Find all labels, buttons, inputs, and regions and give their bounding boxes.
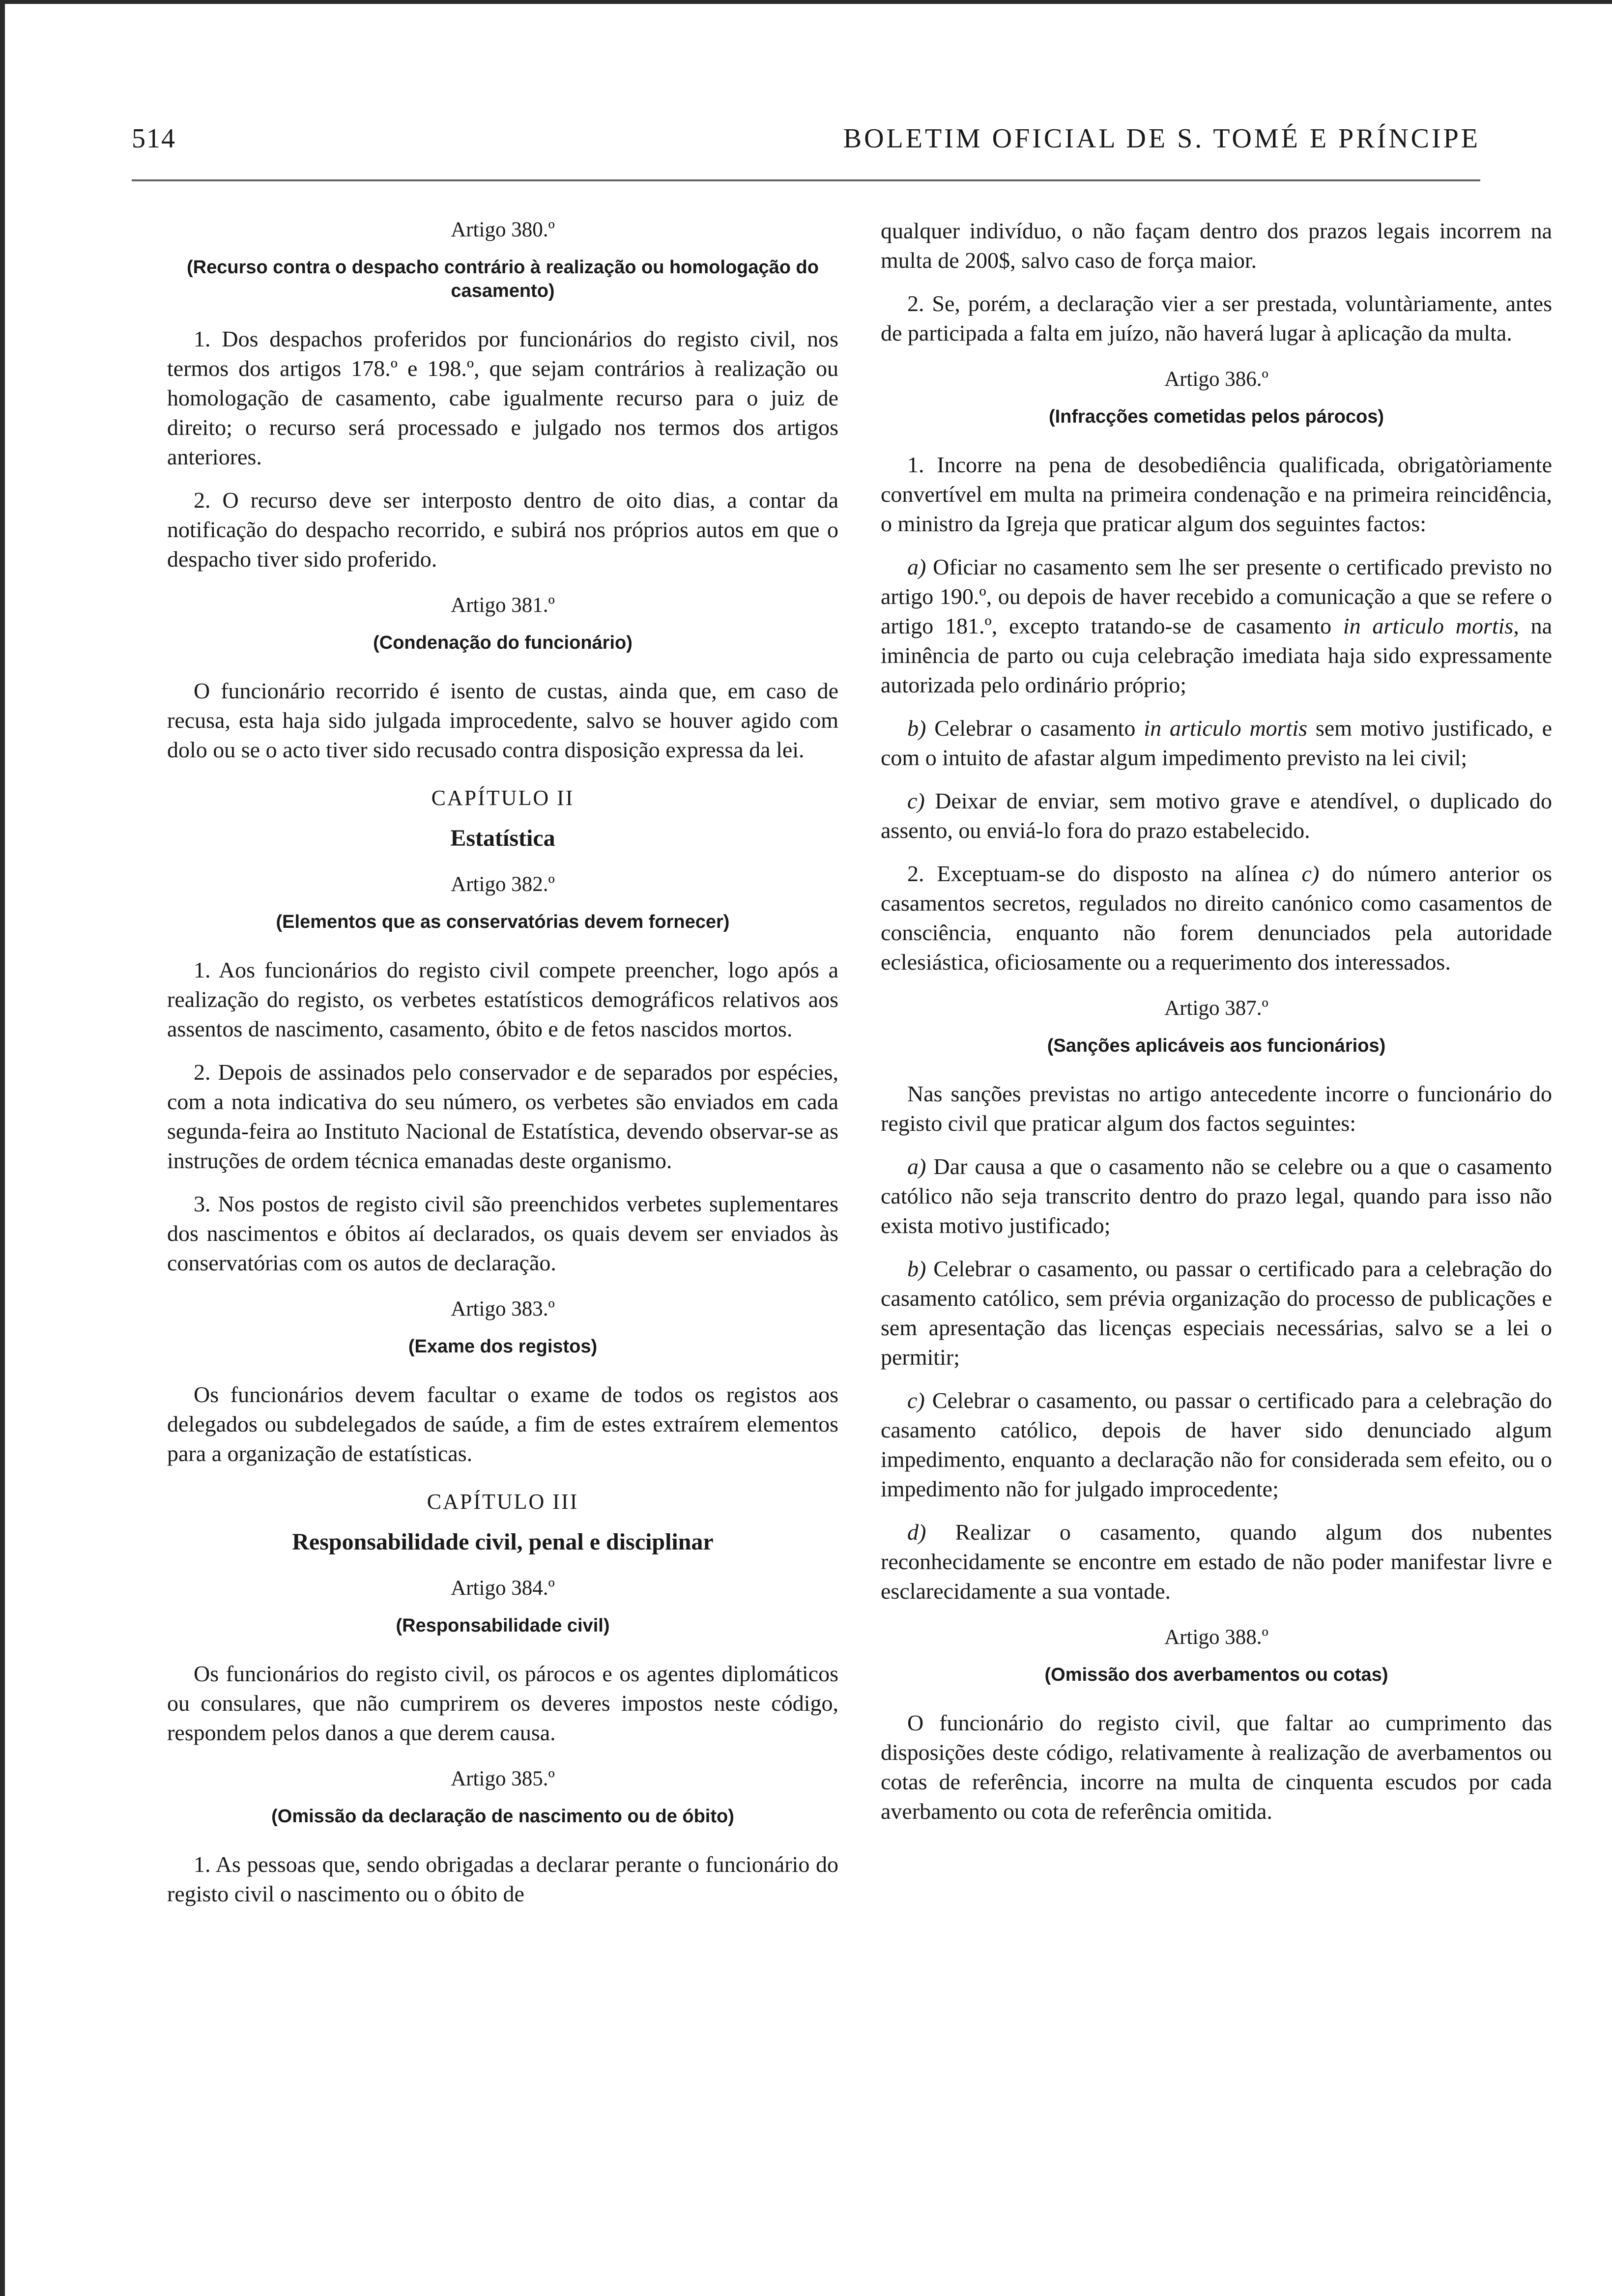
article-388-paragraph-1: O funcionário do registo civil, que faltar ao cumprimento das disposições deste código, relativamente à realização de averbamentos ou cotas de referência, incorre na multa de cinquenta escudos por cada averbamento ou cota de referência omitida. [881, 1710, 1552, 1824]
article-386-item-b [881, 714, 1552, 773]
article-387-item-a [881, 1152, 1552, 1240]
article-385-subtitle: (Omissão da declaração de nascimento ou de óbito) [271, 1806, 734, 1827]
article-382-title: Artigo 382.º [451, 873, 555, 896]
article-384-paragraph-1: Os funcionários do registo civil, os párocos e os agentes diplomáticos ou consulares, que não cumprirem os deveres impostos neste código, respondem pelos danos a que derem causa. [167, 1661, 838, 1745]
article-380-paragraph-2: 2. O recurso deve ser interposto dentro de oito dias, a contar da notificação do despacho recorrido, e subirá nos próprios autos em que o despacho tiver sido proferido. [167, 488, 838, 572]
article-386-item-c-text: Deixar de enviar, sem motivo grave e atendível, o duplicado do assento, ou enviá-lo fora do prazo estabelecido. [881, 788, 1552, 843]
article-387-item-d-text: Realizar o casamento, quando algum dos nubentes reconhecidamente se encontre em estado de não poder manifestar livre e esclarecidamente a sua vontade. [881, 1520, 1552, 1604]
article-386-item-a [881, 552, 1552, 700]
article-387-paragraph-1: Nas sanções previstas no artigo antecedente incorre o funcionário do registo civil que praticar algum dos factos seguintes: [881, 1081, 1552, 1136]
article-386-item-b-text-1: Celebrar o casamento [934, 716, 1136, 741]
article-388-subtitle: (Omissão dos averbamentos ou cotas) [1044, 1665, 1388, 1685]
article-387-subtitle: (Sanções aplicáveis aos funcionários) [1047, 1035, 1386, 1056]
article-386-paragraph-2-italic: c) [1301, 861, 1320, 886]
article-385-title: Artigo 385.º [451, 1767, 555, 1790]
article-386-item-b-label: b) [907, 716, 926, 741]
article-386-item-a-label: a) [907, 554, 926, 579]
article-386-item-b-italic: in articulo mortis [1144, 716, 1308, 741]
scan-edge-left [0, 0, 5, 2296]
article-387-item-b [881, 1254, 1552, 1372]
article-383-title: Artigo 383.º [451, 1297, 555, 1320]
chapter-2-subtitle: Estatística [450, 825, 555, 851]
article-387-title: Artigo 387.º [1164, 997, 1268, 1020]
article-385-paragraph-1: 1. As pessoas que, sendo obrigadas a declarar perante o funcionário do registo civil o nascimento ou o óbito de [167, 1852, 838, 1906]
article-381-title: Artigo 381.º [451, 594, 555, 617]
article-382-subtitle: (Elementos que as conservatórias devem fornecer) [276, 912, 730, 932]
chapter-2-title: CAPÍTULO II [431, 786, 575, 810]
article-380-paragraph-1: 1. Dos despachos proferidos por funcionários do registo civil, nos termos dos artigos 178.º e 198.º, que sejam contrários à realização ou homologação de casamento, cabe igualmente recurso para o juiz de direito; o recurso será processado e julgado nos termos dos artigos anteriores. [167, 326, 838, 469]
article-386-paragraph-2 [881, 859, 1552, 977]
article-382-paragraph-1: 1. Aos funcionários do registo civil compete preencher, logo após a realização do registo, os verbetes estatísticos demográficos relativos aos assentos de nascimento, casamento, óbito e de fetos nascidos mortos. [167, 957, 838, 1041]
article-387-item-c-label: c) [907, 1388, 925, 1413]
article-384-title: Artigo 384.º [451, 1577, 555, 1600]
article-385-paragraph-2: 2. Se, porém, a declaração vier a ser prestada, voluntàriamente, antes de participada a falta em juízo, não haverá lugar à aplicação da multa. [881, 291, 1552, 345]
article-386-item-a-text-1: Oficiar no casamento sem lhe ser presente o certificado previsto no artigo 190.º, ou depois de haver recebido a comunicação a que se refere o artigo 181.º, excepto tratando-se de casamento [881, 554, 1552, 638]
article-381-paragraph-1: O funcionário recorrido é isento de custas, ainda que, em caso de recusa, esta haja sido julgada improcedente, salvo se houver agido com dolo ou se o acto tiver sido recusado contra disposição expressa da lei. [167, 678, 838, 762]
article-386-paragraph-2-start: 2. Exceptuam-se do disposto na alínea [907, 861, 1289, 886]
article-386-item-a-text-2: , na iminência de parto ou cuja celebração imediata haja sido expressamente autorizada pelo ordinário próprio; [881, 613, 1552, 697]
article-386-title: Artigo 386.º [1164, 368, 1268, 391]
article-383-paragraph-1: Os funcionários devem facultar o exame de todos os registos aos delegados ou subdelegados de saúde, a fim de estes extraírem elementos para a organização de estatísticas. [167, 1382, 838, 1466]
article-388-title: Artigo 388.º [1164, 1626, 1268, 1649]
running-title: BOLETIM OFICIAL DE S. TOMÉ E PRÍNCIPE [843, 123, 1480, 154]
article-382-paragraph-3: 3. Nos postos de registo civil são preenchidos verbetes suplementares dos nascimentos e óbitos aí declarados, os quais devem ser enviados às conservatórias com os autos de declaração. [167, 1191, 838, 1275]
article-384-subtitle: (Responsabilidade civil) [396, 1615, 610, 1636]
article-386-item-a-italic: in articulo mortis [1343, 613, 1514, 638]
article-387-item-c-text: Celebrar o casamento, ou passar o certificado para a celebração do casamento católico, depois de haver sido denunciado algum impedimento, enquanto a declaração não for considerada sem efeito, ou o impedimento não for julgado improcedente; [881, 1388, 1552, 1501]
article-387-item-a-text: Dar causa a que o casamento não se celebre ou a que o casamento católico não seja transcrito dentro do prazo legal, quando para isso não exista motivo justificado; [881, 1154, 1552, 1238]
article-386-paragraph-2-end: do número anterior os casamentos secretos, regulados no direito canónico como casamentos de consciência, enquanto não forem denunciados pela autoridade eclesiástica, oficiosamente ou a requerimento dos interessados. [881, 861, 1552, 975]
article-383-subtitle: (Exame dos registos) [408, 1336, 598, 1357]
header-rule [132, 179, 1480, 181]
scan-edge-top [0, 0, 1612, 4]
article-386-subtitle: (Infracções cometidas pelos párocos) [1048, 406, 1384, 427]
article-387-item-a-label: a) [907, 1154, 926, 1179]
chapter-3-subtitle: Responsabilidade civil, penal e disciplinar [292, 1529, 714, 1555]
page-number: 514 [132, 123, 176, 154]
article-385-paragraph-1-continued: qualquer indivíduo, o não façam dentro dos prazos legais incorrem na multa de 200$, salvo caso de força maior. [881, 218, 1552, 273]
article-387-item-b-label: b) [907, 1256, 926, 1281]
article-386-item-c [881, 786, 1552, 845]
article-386-paragraph-1: 1. Incorre na pena de desobediência qualificada, obrigatòriamente convertível em multa na primeira condenação e na primeira reincidência, o ministro da Igreja que praticar algum dos seguintes factos: [881, 452, 1552, 536]
right-column [881, 216, 1552, 2256]
left-column [167, 216, 838, 2256]
article-380-title: Artigo 380.º [451, 218, 555, 241]
article-387-item-b-text: Celebrar o casamento, ou passar o certificado para a celebração do casamento católico, sem prévia organização do processo de publicações e sem apresentação das licenças especiais necessárias, salvo se a lei o permitir; [881, 1256, 1552, 1370]
page-header [132, 123, 1480, 157]
article-381-subtitle: (Condenação do funcionário) [373, 632, 633, 653]
article-382-paragraph-2: 2. Depois de assinados pelo conservador e de separados por espécies, com a nota indicativa do seu número, os verbetes são enviados em cada segunda-feira ao Instituto Nacional de Estatística, devendo observar-se as instruções de ordem técnica emanadas deste organismo. [167, 1060, 838, 1173]
article-386-item-c-label: c) [907, 788, 925, 813]
article-387-item-c [881, 1386, 1552, 1504]
article-380-subtitle: (Recurso contra o despacho contrário à realização ou homologação do casamento) [187, 257, 819, 301]
chapter-3-title: CAPÍTULO III [427, 1490, 579, 1514]
article-387-item-d-label: d) [907, 1520, 926, 1545]
article-387-item-d [881, 1518, 1552, 1606]
article-386-item-b-text-2: sem motivo justificado, e com o intuito de afastar algum impedimento previsto na lei civil; [881, 716, 1552, 770]
